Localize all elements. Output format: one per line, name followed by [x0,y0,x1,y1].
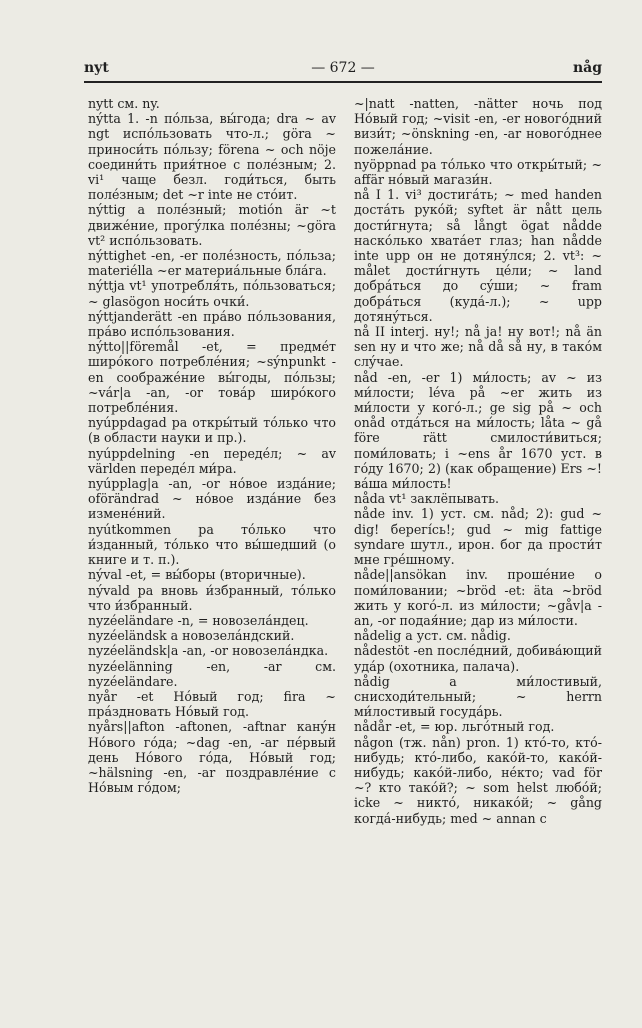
entry: nyútkommen pa тóлько что и́зданный, тóлько что вы́шедший (о книге и т. п.). [88,521,336,568]
entry: nåda vt¹ заклёпывать. [354,491,499,507]
entry: nyzéeländare -n, = новозелáндец. [88,612,309,628]
entry: nýtto||föremål -et, = предмéт ширóкого потреблéния; ~sýnpunkt -en соображéние вы́годы, пóльзы; ~vár|a -an, -or товáр ширóкого потреблéния. [88,339,336,416]
entry: nýval -et, = вы́боры (вторичные). [88,567,306,583]
header-right-guideword: någ [572,60,602,76]
entry: nådelig a уст. см. nådig. [354,628,511,644]
right-column [354,96,602,826]
entry: nåde||ansökan inv. прошéние о поми́ловании; ~bröd -et: äta ~bröd жить у когó-л. из ми́лости; ~gåv|a -an, -or подая́ние; дар из ми́лости. [354,567,602,628]
entry: någon (тж. nån) pron. 1) ктó-то, ктó-нибудь; ктó-либо, какóй-то, какóй-нибудь; какóй-либо, нéкто; vad för ~? кто такóй?; ~ som helst любóй; icke ~ никтó, никакóй; ~ gång когдá-нибудь; med ~ annan с [354,734,602,826]
entry: nyöppnad pa тóлько что откры́тый; ~ affär нóвый магази́н. [354,156,602,188]
entry: nyúpplag|a -an, -or нóвое издáние; oförändrad ~ нóвое издáние без изменéний. [88,476,336,522]
entry: nåde inv. 1) уст. см. nåd; 2): gud ~ dig! берегíсь!; gud ~ mig fattige syndare шутл., ирон. бог да прости́т мне грéшному. [354,506,602,568]
entry: nyzéeländsk|a -an, -or новозелáндка. [88,643,329,659]
entry: nytt см. ny. [88,96,160,111]
entry: nyår -et Нóвый год; fira ~ прáздновать Нóвый год. [88,688,336,720]
entry: nýttjanderätt -en прáво пóльзования, прáво испóльзования. [88,308,336,340]
entry: nyúppdelning -en передéл; ~ av världen передéл ми́ра. [88,445,336,476]
entry: nå I 1. vi³ достигáть; ~ med handen достáть рукóй; syftet är nått цель дости́гнута; så långt ögat nådde наскóлько хватáет глаз; han nådde inte upp он не дотянýлся; 2. vt³: ~ målet дости́гнуть цéли; ~ land добрáться до сýши; ~ fram добрáться (кудá-л.); ~ upp дотянýться. [354,187,602,324]
entry: nå II interj. ну!; nå ja! ну вот!; nå än sen ну и что же; nå då så ну, в такóм слýчае. [354,324,602,370]
entry: nådår -et, = юр. льгóтный год. [354,719,555,735]
header-left-guideword: nyt [84,60,109,76]
entry: nýttighet -en, -er полéзность, пóльза; materiélla ~er материáльные блáга. [88,248,336,279]
entry: ~|natt -natten, -nätter ночь под Нóвый год; ~visit -en, -er новогóдний визи́т; ~önskning -en, -ar новогóднее пожелáние. [354,96,602,157]
entry: nyzéelänning -en, -ar см. nyzéeländare. [88,658,336,689]
entry: nýttja vt¹ употребля́ть, пóльзоваться; ~ glasögon носи́ть очки́. [88,278,336,309]
entry: nýtta 1. -n пóльза, вы́года; dra ~ av ngt испóльзовать что-л.; göra ~ приноси́ть пóльзу; förena ~ och nöje соедини́ть прия́тное с полéзным; 2. vi¹ чаще безл. годи́ться, быть полéзным; det ~r inte не стóит. [88,111,336,203]
entry: nývald pa вновь и́збранный, тóлько что и́збранный. [88,582,336,613]
entry: nýttig a полéзный; motión är ~t движéние, прогýлка полéзны; ~göra vt² испóльзовать. [88,202,336,248]
entry: nyzéeländsk a новозелáндский. [88,628,295,644]
entry: nåd -en, -er 1) ми́лость; av ~ из ми́лости; léva på ~er жить из ми́лости у когó-л.; ge sig på ~ och onåd отдáться на ми́лость; låta ~ gå före rätt смилости́виться; поми́ловать; i ~ens år 1670 уст. в гóду 1670; 2) (как обращение) Ers ~! вáша ми́лость! [354,369,602,492]
entry: nyårs||afton -aftonen, -aftnar канýн Нóвого гóда; ~dag -en, -ar пéрвый день Нóвого гóда, Нóвый год; ~hälsning -en, -ar поздравлéние с Нóвым гóдом; [88,719,336,796]
entry: nådig a ми́лостивый, снисходи́тельный; ~ herrn ми́лостивый госудáрь. [354,673,602,720]
entry: nådestöt -en послéдний, добивáющий удáр (охотника, палача). [354,643,602,674]
entry: nyúppdagad pa откры́тый тóлько что (в области науки и пр.). [88,415,336,446]
header-rule [84,81,602,83]
page-number: — 672 — [311,60,375,76]
left-column [88,96,336,795]
page-header [84,60,602,80]
